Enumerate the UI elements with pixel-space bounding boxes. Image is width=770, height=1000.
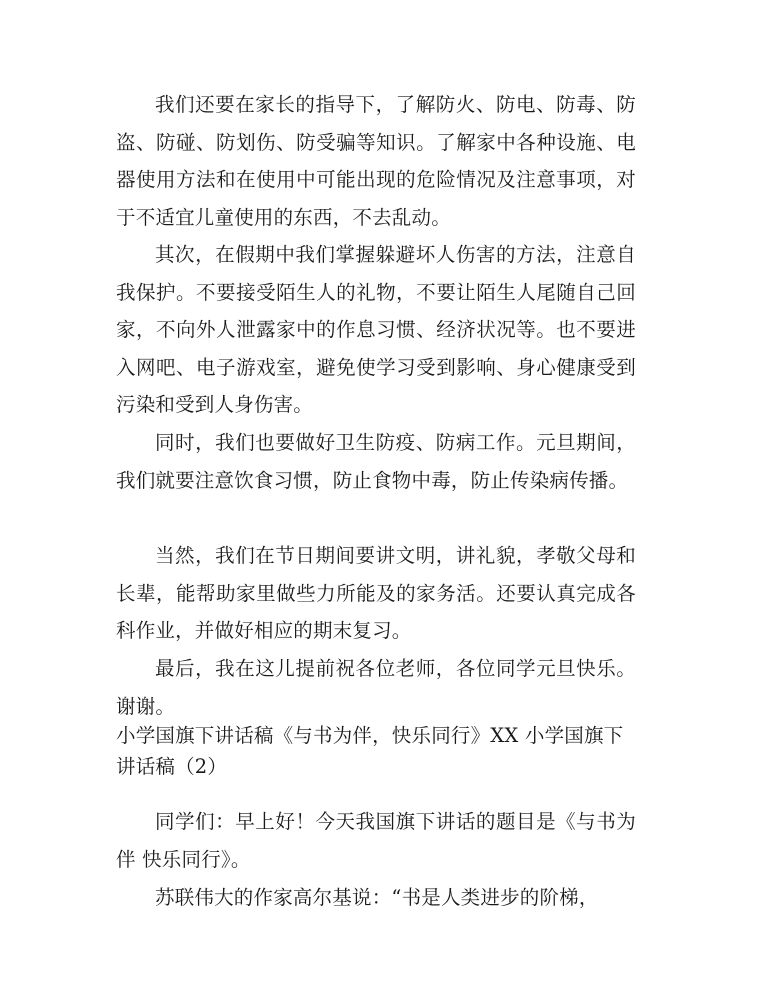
paragraph-civility: 当然，我们在节日期间要讲文明，讲礼貌，孝敬父母和长辈，能帮助家里做些力所能及的家务活。还要认真完成各科作业，并做好相应的期末复习。 <box>116 544 636 642</box>
paragraph-safety-knowledge: 我们还要在家长的指导下，了解防火、防电、防毒、防盗、防碰、防划伤、防受骗等知识。了解家中各种设施、电器使用方法和在使用中可能出现的危险情况及注意事项，对于不适宜儿童使用的东西，不去乱动。 <box>116 93 636 229</box>
paragraph-closing: 最后，我在这儿提前祝各位老师，各位同学元旦快乐。谢谢。 <box>116 657 636 718</box>
paragraph-greeting: 同学们：早上好！今天我国旗下讲话的题目是《与书为伴 快乐同行》。 <box>116 810 636 871</box>
paragraph-gorky-quote: 苏联伟大的作家高尔基说：“书是人类进步的阶梯， <box>155 886 599 909</box>
section-title: 小学国旗下讲话稿《与书为伴，快乐同行》XX 小学国旗下讲话稿（2） <box>116 724 624 778</box>
paragraph-hygiene: 同时，我们也要做好卫生防疫、防病工作。元旦期间，我们就要注意饮食习惯，防止食物中毒，防止传染病传播。 <box>116 431 636 492</box>
paragraph-self-protection: 其次，在假期中我们掌握躲避坏人伤害的方法，注意自我保护。不要接受陌生人的礼物，不要让陌生人尾随自己回家，不向外人泄露家中的作息习惯、经济状况等。也不要进入网吧、电子游戏室，避免使学习受到影响、身心健康受到污染和受到人身伤害。 <box>116 243 636 416</box>
